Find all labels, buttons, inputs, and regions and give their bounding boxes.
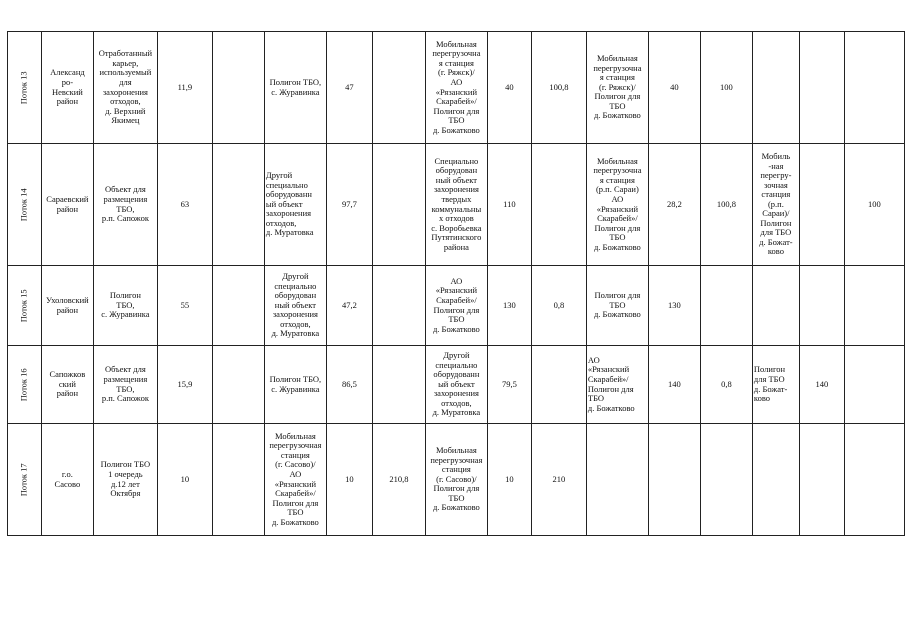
cell-text: 55	[180, 299, 190, 310]
table-cell	[700, 424, 752, 536]
table-cell	[531, 424, 586, 536]
cell-text: 100	[720, 81, 733, 92]
table-cell	[648, 424, 700, 536]
cell-text: 11,9	[177, 81, 193, 92]
cell-text: Мобильная перегрузочна я станция (г. Ряжск)/ Полигон для ТБО д. Божатково	[593, 53, 642, 121]
cell-text: 10	[505, 473, 514, 484]
table-cell	[700, 266, 752, 346]
cell-text: Мобильная перегрузочна я станция (р.п. Сараи) АО «Рязанский Скарабей»/ Полигон для ТБО д. Божатково	[593, 155, 642, 252]
table-cell	[487, 144, 531, 266]
table-cell	[326, 32, 372, 144]
table-cell	[799, 346, 844, 424]
cell-text: Мобильная перегрузочная станция (г. Сасово)/ АО «Рязанский Скарабей»/ Полигон для ТБО д. Божатково	[269, 430, 322, 527]
table-cell	[372, 266, 425, 346]
table-cell	[212, 424, 264, 536]
cell-text: Мобильная перегрузочная станция (г. Сасово)/ Полигон для ТБО д. Божатково	[430, 445, 483, 513]
cell-text: Полигон ТБО, с. Журавинка	[269, 373, 322, 394]
table-cell	[844, 32, 904, 144]
cell-text: Полигон ТБО, с. Журавинка	[101, 290, 150, 320]
cell-text: Сараевский район	[46, 193, 89, 214]
table-cell	[157, 266, 212, 346]
table-cell	[531, 346, 586, 424]
table-cell	[425, 266, 487, 346]
cell-text: Полигон ТБО, с. Журавинка	[269, 76, 322, 97]
table-cell	[700, 32, 752, 144]
table-cell	[326, 424, 372, 536]
table-cell	[8, 346, 42, 424]
table-cell	[752, 346, 799, 424]
table-cell	[264, 346, 326, 424]
table-cell	[41, 346, 93, 424]
table-cell	[752, 266, 799, 346]
table-cell	[157, 32, 212, 144]
cell-text: Отработанный карьер, используемый для захоронения отходов, д. Верхний Якимец	[98, 48, 153, 126]
table-cell	[799, 144, 844, 266]
flow-label: Поток 13	[18, 71, 29, 104]
cell-text: 140	[815, 378, 829, 389]
table-cell	[157, 144, 212, 266]
table-cell	[531, 266, 586, 346]
cell-text: Сапожков ский район	[49, 369, 86, 399]
table-cell	[844, 424, 904, 536]
cell-text: Мобильная перегрузочна я станция (г. Ряжск)/ АО «Рязанский Скарабей»/ Полигон для ТБО д. Божатково	[432, 38, 481, 135]
cell-text: 130	[503, 299, 516, 310]
table-cell	[372, 144, 425, 266]
table-row	[8, 346, 905, 424]
table-cell	[700, 144, 752, 266]
table-cell	[93, 266, 157, 346]
cell-text: 97,7	[341, 198, 357, 209]
cell-text: АО «Рязанский Скарабей»/ Полигон для ТБО д. Божатково	[432, 275, 480, 334]
table-cell	[586, 32, 648, 144]
cell-text: 40	[505, 81, 514, 92]
cell-text: Полигон для ТБО д. Божатково	[593, 290, 641, 320]
table-cell	[586, 266, 648, 346]
cell-text: Специально оборудован ный объект захоронения твердых коммунальны х отходов с. Воробьевка Путятинского района	[431, 155, 482, 252]
cell-text: 79,5	[501, 378, 517, 389]
table-cell	[212, 144, 264, 266]
flow-label: Поток 15	[18, 289, 29, 322]
table-cell	[752, 32, 799, 144]
table-cell	[799, 266, 844, 346]
table-cell	[41, 32, 93, 144]
waste-flow-table	[7, 31, 905, 536]
table-cell	[799, 424, 844, 536]
table-cell	[586, 346, 648, 424]
cell-text: 10	[180, 473, 190, 484]
table-row	[8, 266, 905, 346]
table-cell	[212, 346, 264, 424]
table-cell	[8, 144, 42, 266]
cell-text: Александ ро- Невский район	[50, 67, 85, 107]
table-cell	[264, 32, 326, 144]
table-row	[8, 144, 905, 266]
table-cell	[326, 346, 372, 424]
cell-text: 10	[345, 473, 354, 484]
table-cell	[93, 144, 157, 266]
table-cell	[8, 424, 42, 536]
cell-text: Мобиль -ная перегру- зочная станция (р.п. Сараи)/ Полигон для ТБО д. Божат- ково	[759, 151, 793, 257]
table-cell	[326, 144, 372, 266]
table-cell	[531, 144, 586, 266]
table-cell	[372, 32, 425, 144]
table-cell	[41, 266, 93, 346]
table-cell	[844, 346, 904, 424]
cell-text: АО «Рязанский Скарабей»/ Полигон для ТБО д. Божатково	[587, 354, 635, 413]
table-cell	[157, 346, 212, 424]
cell-text: 0,8	[553, 299, 565, 310]
cell-text: Полигон для ТБО д. Божат- ково	[753, 364, 788, 404]
table-cell	[487, 266, 531, 346]
table-cell	[372, 346, 425, 424]
table-cell	[93, 346, 157, 424]
table-cell	[700, 346, 752, 424]
table-cell	[487, 32, 531, 144]
cell-text: г.о. Сасово	[54, 468, 81, 489]
flow-label: Поток 17	[18, 463, 29, 496]
flow-label: Поток 16	[18, 368, 29, 401]
cell-text: 15,9	[177, 378, 193, 389]
cell-text: 100,8	[716, 198, 736, 209]
table-cell	[586, 424, 648, 536]
cell-text: 63	[180, 198, 190, 209]
table-cell	[425, 144, 487, 266]
table-cell	[799, 32, 844, 144]
cell-text: 210	[552, 473, 566, 484]
cell-text: 100	[868, 198, 881, 209]
table-cell	[425, 32, 487, 144]
table-cell	[93, 424, 157, 536]
cell-text: Объект для размещения ТБО, р.п. Сапожок	[101, 364, 149, 404]
cell-text: Другой специально оборудованн ый объект захоронения отходов, д. Муратовка	[432, 350, 481, 418]
table-cell	[531, 32, 586, 144]
table-cell	[487, 424, 531, 536]
cell-text: 210,8	[389, 473, 409, 484]
table-cell	[212, 266, 264, 346]
table-cell	[648, 346, 700, 424]
table-cell	[648, 266, 700, 346]
cell-text: 130	[668, 299, 681, 310]
cell-text: 86,5	[341, 378, 357, 389]
cell-text: 100,8	[549, 81, 569, 92]
table-cell	[752, 144, 799, 266]
table-cell	[326, 266, 372, 346]
cell-text: 47	[345, 81, 354, 92]
table-cell	[844, 266, 904, 346]
cell-text: 110	[503, 198, 516, 209]
cell-text: Другой специально оборудованн ый объект захоронения отходов, д. Муратовка	[265, 170, 314, 238]
table-cell	[425, 424, 487, 536]
table-cell	[264, 266, 326, 346]
cell-text: Объект для размещения ТБО, р.п. Сапожок	[101, 184, 149, 224]
table-cell	[8, 266, 42, 346]
cell-text: 28,2	[666, 198, 682, 209]
table-cell	[648, 144, 700, 266]
table-cell	[41, 144, 93, 266]
table-cell	[93, 32, 157, 144]
table-cell	[487, 346, 531, 424]
table-cell	[372, 424, 425, 536]
table-cell	[8, 32, 42, 144]
cell-text: Другой специально оборудован ный объект захоронения отходов, д. Муратовка	[271, 271, 320, 339]
table-cell	[648, 32, 700, 144]
cell-text: 140	[668, 378, 681, 389]
table-cell	[41, 424, 93, 536]
flow-label: Поток 14	[18, 188, 29, 221]
cell-text: 0,8	[721, 378, 732, 389]
table-cell	[264, 424, 326, 536]
table-cell	[157, 424, 212, 536]
cell-text: Полигон ТБО 1 очередь д.12 лет Октября	[100, 459, 151, 499]
table-cell	[752, 424, 799, 536]
table-cell	[586, 144, 648, 266]
table-cell	[844, 144, 904, 266]
table-row	[8, 32, 905, 144]
cell-text: 40	[670, 81, 679, 92]
table-cell	[264, 144, 326, 266]
table-row	[8, 424, 905, 536]
cell-text: 47,2	[341, 299, 357, 310]
table-cell	[425, 346, 487, 424]
table-cell	[212, 32, 264, 144]
cell-text: Ухоловский район	[46, 294, 89, 315]
